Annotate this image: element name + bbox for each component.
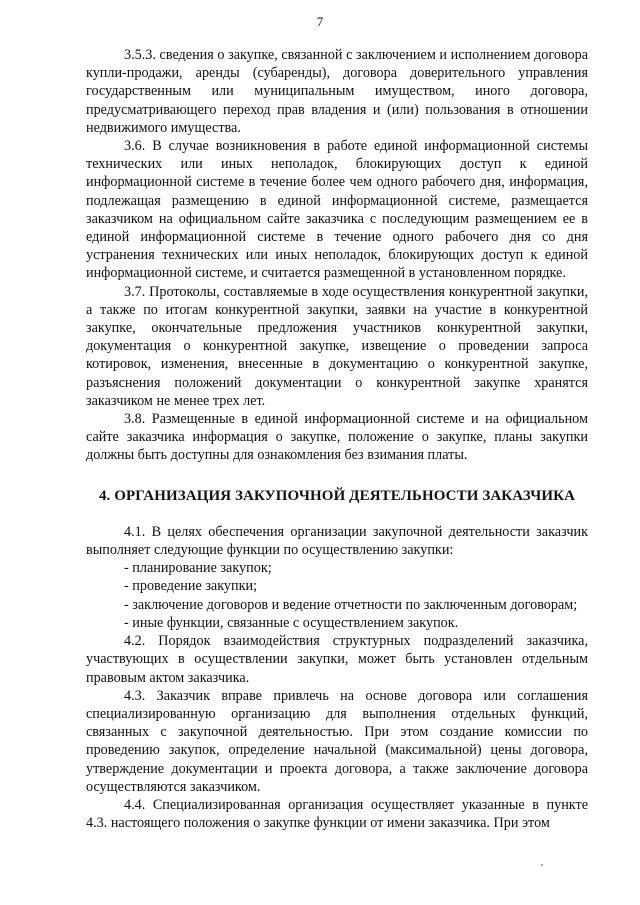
- paragraph-4-4: 4.4. Специализированная организация осуществляет указанные в пункте 4.3. настоящего положения о закупке функции от имени заказчика. При этом: [86, 796, 588, 832]
- document-body: [86, 46, 588, 832]
- paragraph-4-1: 4.1. В целях обеспечения организации закупочной деятельности заказчик выполняет следующие функции по осуществлению закупки:: [86, 523, 588, 559]
- scan-speck: [541, 864, 543, 866]
- paragraph-3-5-3: 3.5.3. сведения о закупке, связанной с заключением и исполнением договора купли-продажи, аренды (субаренды), договора доверительного управления государственным или муниципальным имуществом, иного договора, предусматривающего переход прав владения и (или) пользования в отношении недвижимого имущества.: [86, 47, 588, 136]
- list-item: - проведение закупки;: [124, 578, 258, 595]
- list-item: - заключение договоров и ведение отчетности по заключенным договорам;: [124, 596, 578, 613]
- paragraph-3-8: 3.8. Размещенные в единой информационной системе и на официальном сайте заказчика информация о закупке, положение о закупке, планы закупки должны быть доступны для ознакомления без взимания платы.: [86, 411, 588, 464]
- page-number: 7: [316, 14, 324, 29]
- paragraph-3-6: 3.6. В случае возникновения в работе единой информационной системы технических или иных неполадок, блокирующих доступ к единой информационной системе в течение более чем одного рабочего дня, информация, подлежащая размещению в единой информационной системе, размещается заказчиком на официальном сайте заказчика с последующим размещением ее в единой информационной системе в течение одного рабочего дня со дня устранения технических или иных неполадок, блокирующих доступ к единой информационной системе, и считается размещенной в установленном порядке.: [86, 138, 588, 282]
- paragraph-4-3: 4.3. Заказчик вправе привлечь на основе договора или соглашения специализированную организацию для выполнения отдельных функций, связанных с закупочной деятельностью. При этом создание комиссии по проведению закупок, определение начальной (максимальной) цены договора, утверждение документации и проекта договора, а также заключение договора осуществляются заказчиком.: [86, 687, 588, 795]
- list-item: - планирование закупок;: [124, 560, 272, 577]
- section-heading: 4. ОРГАНИЗАЦИЯ ЗАКУПОЧНОЙ ДЕЯТЕЛЬНОСТИ ЗАКАЗЧИКА: [98, 487, 576, 504]
- paragraph-4-2: 4.2. Порядок взаимодействия структурных подразделений заказчика, участвующих в осуществлении закупки, может быть установлен отдельным правовым актом заказчика.: [86, 633, 588, 686]
- paragraph-3-7: 3.7. Протоколы, составляемые в ходе осуществления конкурентной закупки, а также по итогам конкурентной закупки, заявки на участие в конкурентной закупке, окончательные предложения участников конкурентной закупки, документация о конкурентной закупке, извещение о проведении запроса котировок, изменения, внесенные в документацию о конкурентной закупке, разъяснения положений документации о конкурентной закупке хранятся заказчиком не менее трех лет.: [86, 283, 588, 409]
- list-item: - иные функции, связанные с осуществлением закупок.: [124, 614, 459, 631]
